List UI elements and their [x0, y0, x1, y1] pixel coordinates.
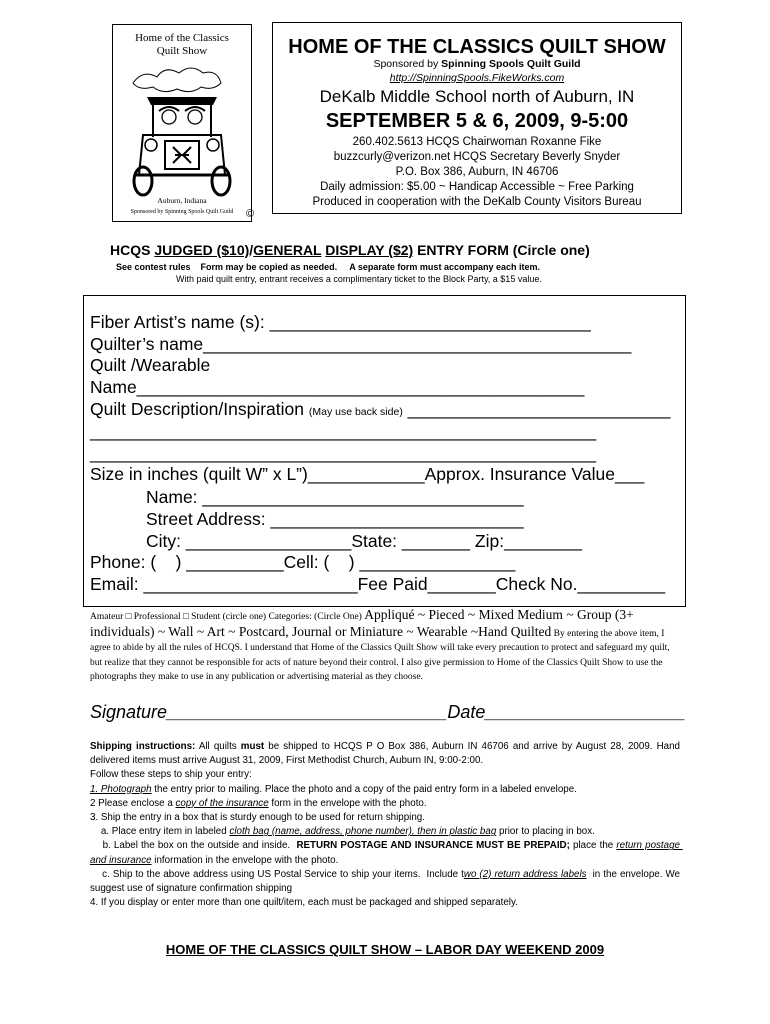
step3b-a: b. Label the box on the outside and inside.: [90, 840, 297, 852]
signature-date-field[interactable]: Signature____________________________Date____________________: [90, 702, 686, 722]
agreement-text: By entering the above item, I agree to abide by all the rules of HCQS. I understand that Home of the Classics Quilt Show will take every precaution to protect and safeguard my quilt, but realize that they cannot be responsible for acts of nature beyond their control. I also give permission to Home of the Classics Quilt Show to use the photographs they make to use in any publication or advertising material as they choose.: [90, 628, 670, 682]
contact-secretary: buzzcurly@verizon.net HCQS Secretary Beverly Snyder: [333, 151, 621, 163]
guild-website-link[interactable]: http://SpinningSpools.FikeWorks.com: [389, 72, 565, 84]
show-info-box: [272, 22, 682, 214]
show-logo: [112, 24, 255, 222]
title-slash: /: [249, 242, 254, 258]
step3c-b: in the envelope. We suggest use of signature confirmation shipping: [90, 868, 683, 895]
shipping-step-1: [90, 783, 680, 797]
quilt-wearable-label: Quilt /Wearable: [90, 355, 211, 375]
phone-cell-field[interactable]: Phone: ( ) __________Cell: ( ) ________________: [90, 552, 516, 572]
cooperation-note: Produced in cooperation with the DeKalb County Visitors Bureau: [312, 196, 642, 208]
sponsor-name: Spinning Spools Quilt Guild: [441, 58, 581, 70]
city-state-zip-field[interactable]: City: _________________State: _______ Zip:________: [146, 531, 582, 551]
ticket-note: With paid quilt entry, entrant receives a complimentary ticket to the Block Party, a $15 value.: [176, 274, 542, 284]
description-label: Quilt Description/Inspiration: [90, 399, 309, 419]
general-option[interactable]: GENERAL: [253, 242, 322, 258]
shipping-step-3b: [90, 839, 683, 867]
shipping-step-2: [90, 797, 680, 811]
contact-chairwoman: 260.402.5613 HCQS Chairwoman Roxanne Fike: [352, 136, 602, 148]
size-insurance-field[interactable]: Size in inches (quilt W” x L”)____________Approx. Insurance Value___: [90, 464, 645, 484]
shipping-intro-a: All quilts: [195, 741, 241, 752]
display-option[interactable]: DISPLAY ($2): [325, 242, 414, 258]
step3b-bold: RETURN POSTAGE AND INSURANCE MUST BE PREPAID;: [296, 840, 570, 852]
logo-caption-sponsor: Sponsored by Spinning Spools Quilt Guild: [130, 209, 234, 215]
item-name-field[interactable]: Name______________________________________________: [90, 377, 585, 397]
sponsor-line: [273, 58, 681, 70]
admission-info: Daily admission: $5.00 ~ Handicap Accessible ~ Free Parking: [320, 181, 634, 193]
step1-text: the entry prior to mailing. Place the photo and a copy of the paid entry form in a labeled envelope.: [151, 783, 577, 795]
shipping-intro: [90, 740, 680, 768]
email-fee-check-field[interactable]: Email: ______________________Fee Paid_______Check No._________: [90, 574, 666, 594]
category-options[interactable]: Appliqué ~ Pieced ~ Mixed Medium ~ Group (3+ individuals) ~ Wall ~ Art ~ Postcard, Journal or Miniature ~ Wearable ~Hand Quilted: [90, 607, 634, 639]
show-title: HOME OF THE CLASSICS QUILT SHOW: [288, 36, 666, 58]
street-address-field[interactable]: Street Address: __________________________: [146, 509, 524, 529]
logo-caption-location: Auburn, Indiana: [157, 196, 207, 205]
antique-car-illustration: [113, 25, 251, 221]
owner-name-field[interactable]: Name: _________________________________: [146, 487, 524, 507]
venue: DeKalb Middle School north of Auburn, IN: [319, 87, 635, 106]
description-blank-line-2[interactable]: ____________________________________________________: [90, 443, 597, 463]
categories-and-agreement: [90, 608, 680, 685]
mailing-address: P.O. Box 386, Auburn, IN 46706: [395, 166, 559, 178]
step3b-c: information in the envelope with the photo.: [151, 854, 339, 866]
step3b-link[interactable]: return postage and insurance: [90, 840, 683, 866]
footer-banner: HOME OF THE CLASSICS QUILT SHOW – LABOR DAY WEEKEND 2009: [165, 942, 605, 957]
description-blank-line-1[interactable]: ____________________________________________________: [90, 421, 597, 441]
title-prefix: HCQS: [110, 242, 155, 258]
step2-link[interactable]: copy of the insurance: [175, 797, 269, 809]
shipping-step-3: 3. Ship the entry in a box that is sturdy enough to be used for return shipping.: [90, 812, 425, 824]
step3a-b: prior to placing in box.: [496, 826, 595, 838]
fiber-artist-field[interactable]: Fiber Artist’s name (s): _________________________________: [90, 312, 591, 332]
step3b-b: place the: [569, 840, 617, 852]
step3a-link[interactable]: cloth bag (name, address, phone number), then in plastic bag: [229, 826, 497, 838]
shipping-instructions: [90, 740, 683, 910]
shipping-intro-b: be shipped to HCQS P O Box 386, Auburn IN 46706 and arrive by August 28, 2009. Hand delivered items must arrive August 31, 2009, First Methodist Church, Auburn IN, 9:00-2:00.: [90, 741, 680, 767]
show-dates: SEPTEMBER 5 & 6, 2009, 9-5:00: [325, 110, 629, 132]
step3a-a: a. Place entry item in labeled: [90, 826, 230, 838]
step2-a: 2 Please enclose a: [90, 797, 176, 809]
step3c-link[interactable]: wo (2) return address labels: [463, 868, 587, 880]
shipping-step-3a: [90, 825, 680, 839]
description-field[interactable]: [90, 399, 670, 422]
judged-option[interactable]: JUDGED ($10): [154, 242, 250, 258]
step3c-a: c. Ship to the above address using US Postal Service to ship your items. Include t: [90, 868, 464, 880]
entrant-type-options[interactable]: Amateur □ Professional □ Student (circle one) Categories: (Circle One): [90, 612, 365, 622]
shipping-label: Shipping instructions:: [90, 741, 196, 752]
title-suffix: ENTRY FORM (Circle one): [413, 242, 590, 258]
entry-form-title: [110, 242, 590, 258]
shipping-must: must: [240, 741, 265, 752]
shipping-step-4: 4. If you display or enter more than one quilt/item, each must be packaged and shipped separately.: [90, 897, 518, 909]
step1-link[interactable]: 1. Photograph: [90, 783, 152, 795]
description-note: (May use back side): [308, 406, 403, 418]
quilter-name-field[interactable]: Quilter’s name____________________________________________: [90, 334, 632, 354]
shipping-step-3c: [90, 868, 683, 896]
step2-b: form in the envelope with the photo.: [268, 797, 427, 809]
logo-title-line2: Quilt Show: [156, 45, 208, 57]
description-line: ___________________________: [402, 399, 671, 419]
shipping-follow: Follow these steps to ship your entry:: [90, 769, 252, 781]
copyright-mark: ©: [246, 208, 255, 220]
logo-title-line1: Home of the Classics: [135, 32, 229, 44]
form-notes: See contest rules Form may be copied as needed. A separate form must accompany each item.: [116, 262, 540, 272]
sponsor-prefix: Sponsored by: [373, 58, 442, 70]
